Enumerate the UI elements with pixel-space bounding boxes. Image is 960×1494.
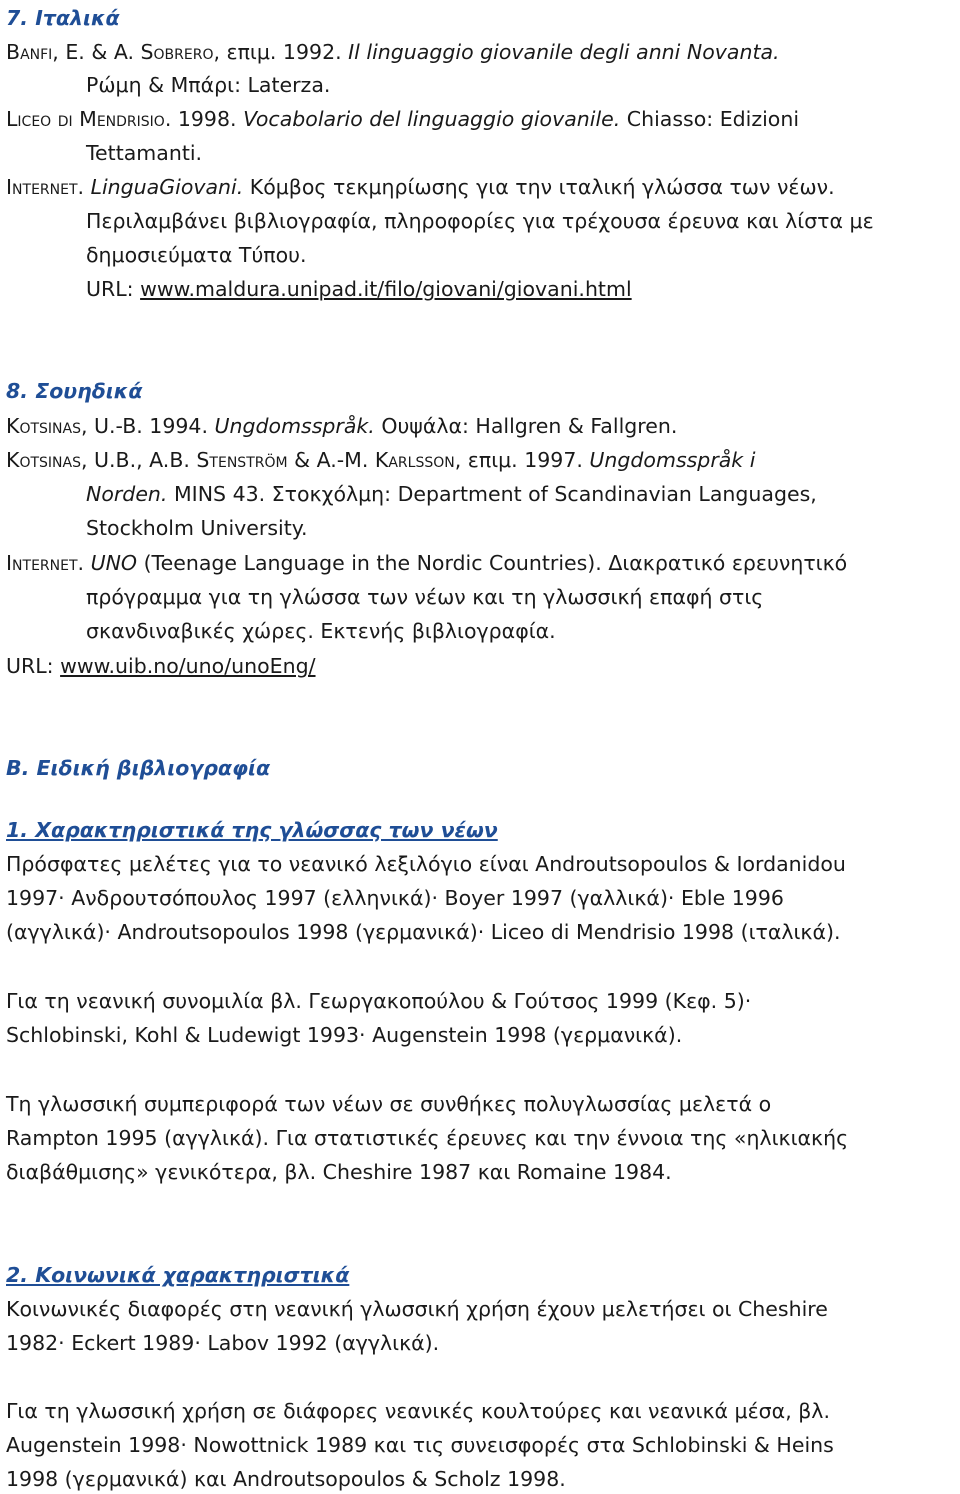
section-heading-swedish: 8. Σουηδικά — [6, 379, 143, 403]
site-title: UNO — [90, 551, 138, 575]
site-description: Κόμβος τεκμηρίωσης για την ιταλική γλώσσα των νέων. — [243, 175, 835, 199]
author-names: Liceo di Mendrisio — [6, 107, 165, 131]
author-names: Kotsinas — [6, 448, 81, 472]
site-description-cont: πρόγραμμα για τη γλώσσα των νέων και τη γλωσσική επαφή στις — [86, 585, 764, 609]
url-label: URL: — [6, 654, 61, 678]
reference-publisher: Chiasso: Edizioni — [620, 107, 800, 131]
reference-title: Ungdomsspråk. — [214, 414, 375, 438]
paragraph-line: Schlobinski, Kohl & Ludewigt 1993· Augenstein 1998 (γερμανικά). — [6, 1023, 683, 1047]
url-link[interactable]: www.uib.no/uno/unoEng/ — [60, 654, 316, 678]
reference-year: , U.-B. 1994. — [80, 414, 215, 438]
reference-liceo — [6, 107, 799, 131]
site-description-cont: σκανδιναβικές χώρες. Εκτενής βιβλιογραφία. — [86, 619, 556, 643]
internet-label: Internet — [6, 551, 78, 575]
reference-internet-uno — [6, 551, 847, 575]
paragraph-line: Για τη νεανική συνομιλία βλ. Γεωργακοπούλου & Γούτσος 1999 (Κεφ. 5)· — [6, 989, 752, 1013]
reference-title-cont: Norden. — [86, 482, 168, 506]
section-heading-special-bibliography: Β. Ειδική βιβλιογραφία — [6, 756, 271, 780]
site-title: LinguaGiovani. — [90, 175, 244, 199]
publisher-text: MINS 43. Στοκχόλμη: Department of Scandinavian Languages, — [167, 482, 817, 506]
author-names: Kotsinas — [6, 414, 81, 438]
reference-publisher: Ουψάλα: Hallgren & Fallgren. — [374, 414, 678, 438]
reference-year: , επιμ. 1992. — [213, 40, 349, 64]
reference-kotsinas-1997 — [6, 448, 755, 472]
paragraph-line: Κοινωνικές διαφορές στη νεανική γλωσσική χρήση έχουν μελετήσει οι Cheshire — [6, 1297, 828, 1321]
paragraph-line: Τη γλωσσική συμπεριφορά των νέων σε συνθήκες πολυγλωσσίας μελετά ο — [6, 1092, 772, 1116]
paragraph-line: διαβάθμισης» γενικότερα, βλ. Cheshire 1987 και Romaine 1984. — [6, 1160, 672, 1184]
reference-title: Ungdomsspråk i — [589, 448, 756, 472]
paragraph-line: Πρόσφατες μελέτες για το νεανικό λεξιλόγιο είναι Androutsopoulos & Iordanidou — [6, 852, 846, 876]
paragraph-line: Augenstein 1998· Nowottnick 1989 και τις συνεισφορές στα Schlobinski & Heins — [6, 1433, 834, 1457]
paragraph-line: 1982· Eckert 1989· Labov 1992 (αγγλικά). — [6, 1331, 440, 1355]
author-names: Karlsson — [374, 448, 455, 472]
author-initials: , U.B., A.B. — [80, 448, 197, 472]
reference-title: Il linguaggio giovanile degli anni Novanta. — [348, 40, 780, 64]
author-initials: & A.-M. — [287, 448, 375, 472]
site-description: (Teenage Language in the Nordic Countries). Διακρατικό ερευνητικό — [137, 551, 848, 575]
subsection-heading-social: 2. Κοινωνικά χαρακτηριστικά — [6, 1263, 350, 1287]
reference-publisher-cont: Stockholm University. — [86, 516, 308, 540]
url-link[interactable]: www.maldura.unipad.it/filo/giovani/giovani.html — [140, 277, 632, 301]
paragraph-line: (αγγλικά)· Androutsopoulos 1998 (γερμανικά)· Liceo di Mendrisio 1998 (ιταλικά). — [6, 920, 841, 944]
reference-banfi — [6, 40, 780, 64]
author-names: Banfi, E. & A. Sobrero — [6, 40, 214, 64]
paragraph-line: 1997· Ανδρουτσόπουλος 1997 (ελληνικά)· Boyer 1997 (γαλλικά)· Eble 1996 — [6, 886, 784, 910]
internet-label: Internet — [6, 175, 78, 199]
paragraph-line: Για τη γλωσσική χρήση σε διάφορες νεανικές κουλτούρες και νεανικά μέσα, βλ. — [6, 1399, 830, 1423]
url-line — [6, 654, 316, 678]
url-label: URL: — [86, 277, 141, 301]
separator: . — [77, 551, 91, 575]
url-line — [86, 277, 632, 301]
site-description-cont: δημοσιεύματα Τύπου. — [86, 243, 307, 267]
reference-internet-linguagiovani — [6, 175, 835, 199]
reference-publisher: Ρώμη & Μπάρι: Laterza. — [86, 73, 331, 97]
reference-publisher — [86, 482, 817, 506]
reference-year: . 1998. — [164, 107, 244, 131]
reference-year: , επιμ. 1997. — [454, 448, 590, 472]
reference-publisher-cont: Tettamanti. — [86, 141, 203, 165]
reference-kotsinas-1994 — [6, 414, 677, 438]
paragraph-line: Rampton 1995 (αγγλικά). Για στατιστικές έρευνες και την έννοια της «ηλικιακής — [6, 1126, 849, 1150]
section-heading-italian: 7. Ιταλικά — [6, 6, 120, 30]
author-names: Stenström — [196, 448, 288, 472]
subsection-heading-youth-language: 1. Χαρακτηριστικά της γλώσσας των νέων — [6, 818, 498, 842]
reference-title: Vocabolario del linguaggio giovanile. — [243, 107, 621, 131]
paragraph-line: 1998 (γερμανικά) και Androutsopoulos & Scholz 1998. — [6, 1467, 566, 1491]
site-description-cont: Περιλαμβάνει βιβλιογραφία, πληροφορίες για τρέχουσα έρευνα και λίστα με — [86, 209, 874, 233]
separator: . — [77, 175, 91, 199]
